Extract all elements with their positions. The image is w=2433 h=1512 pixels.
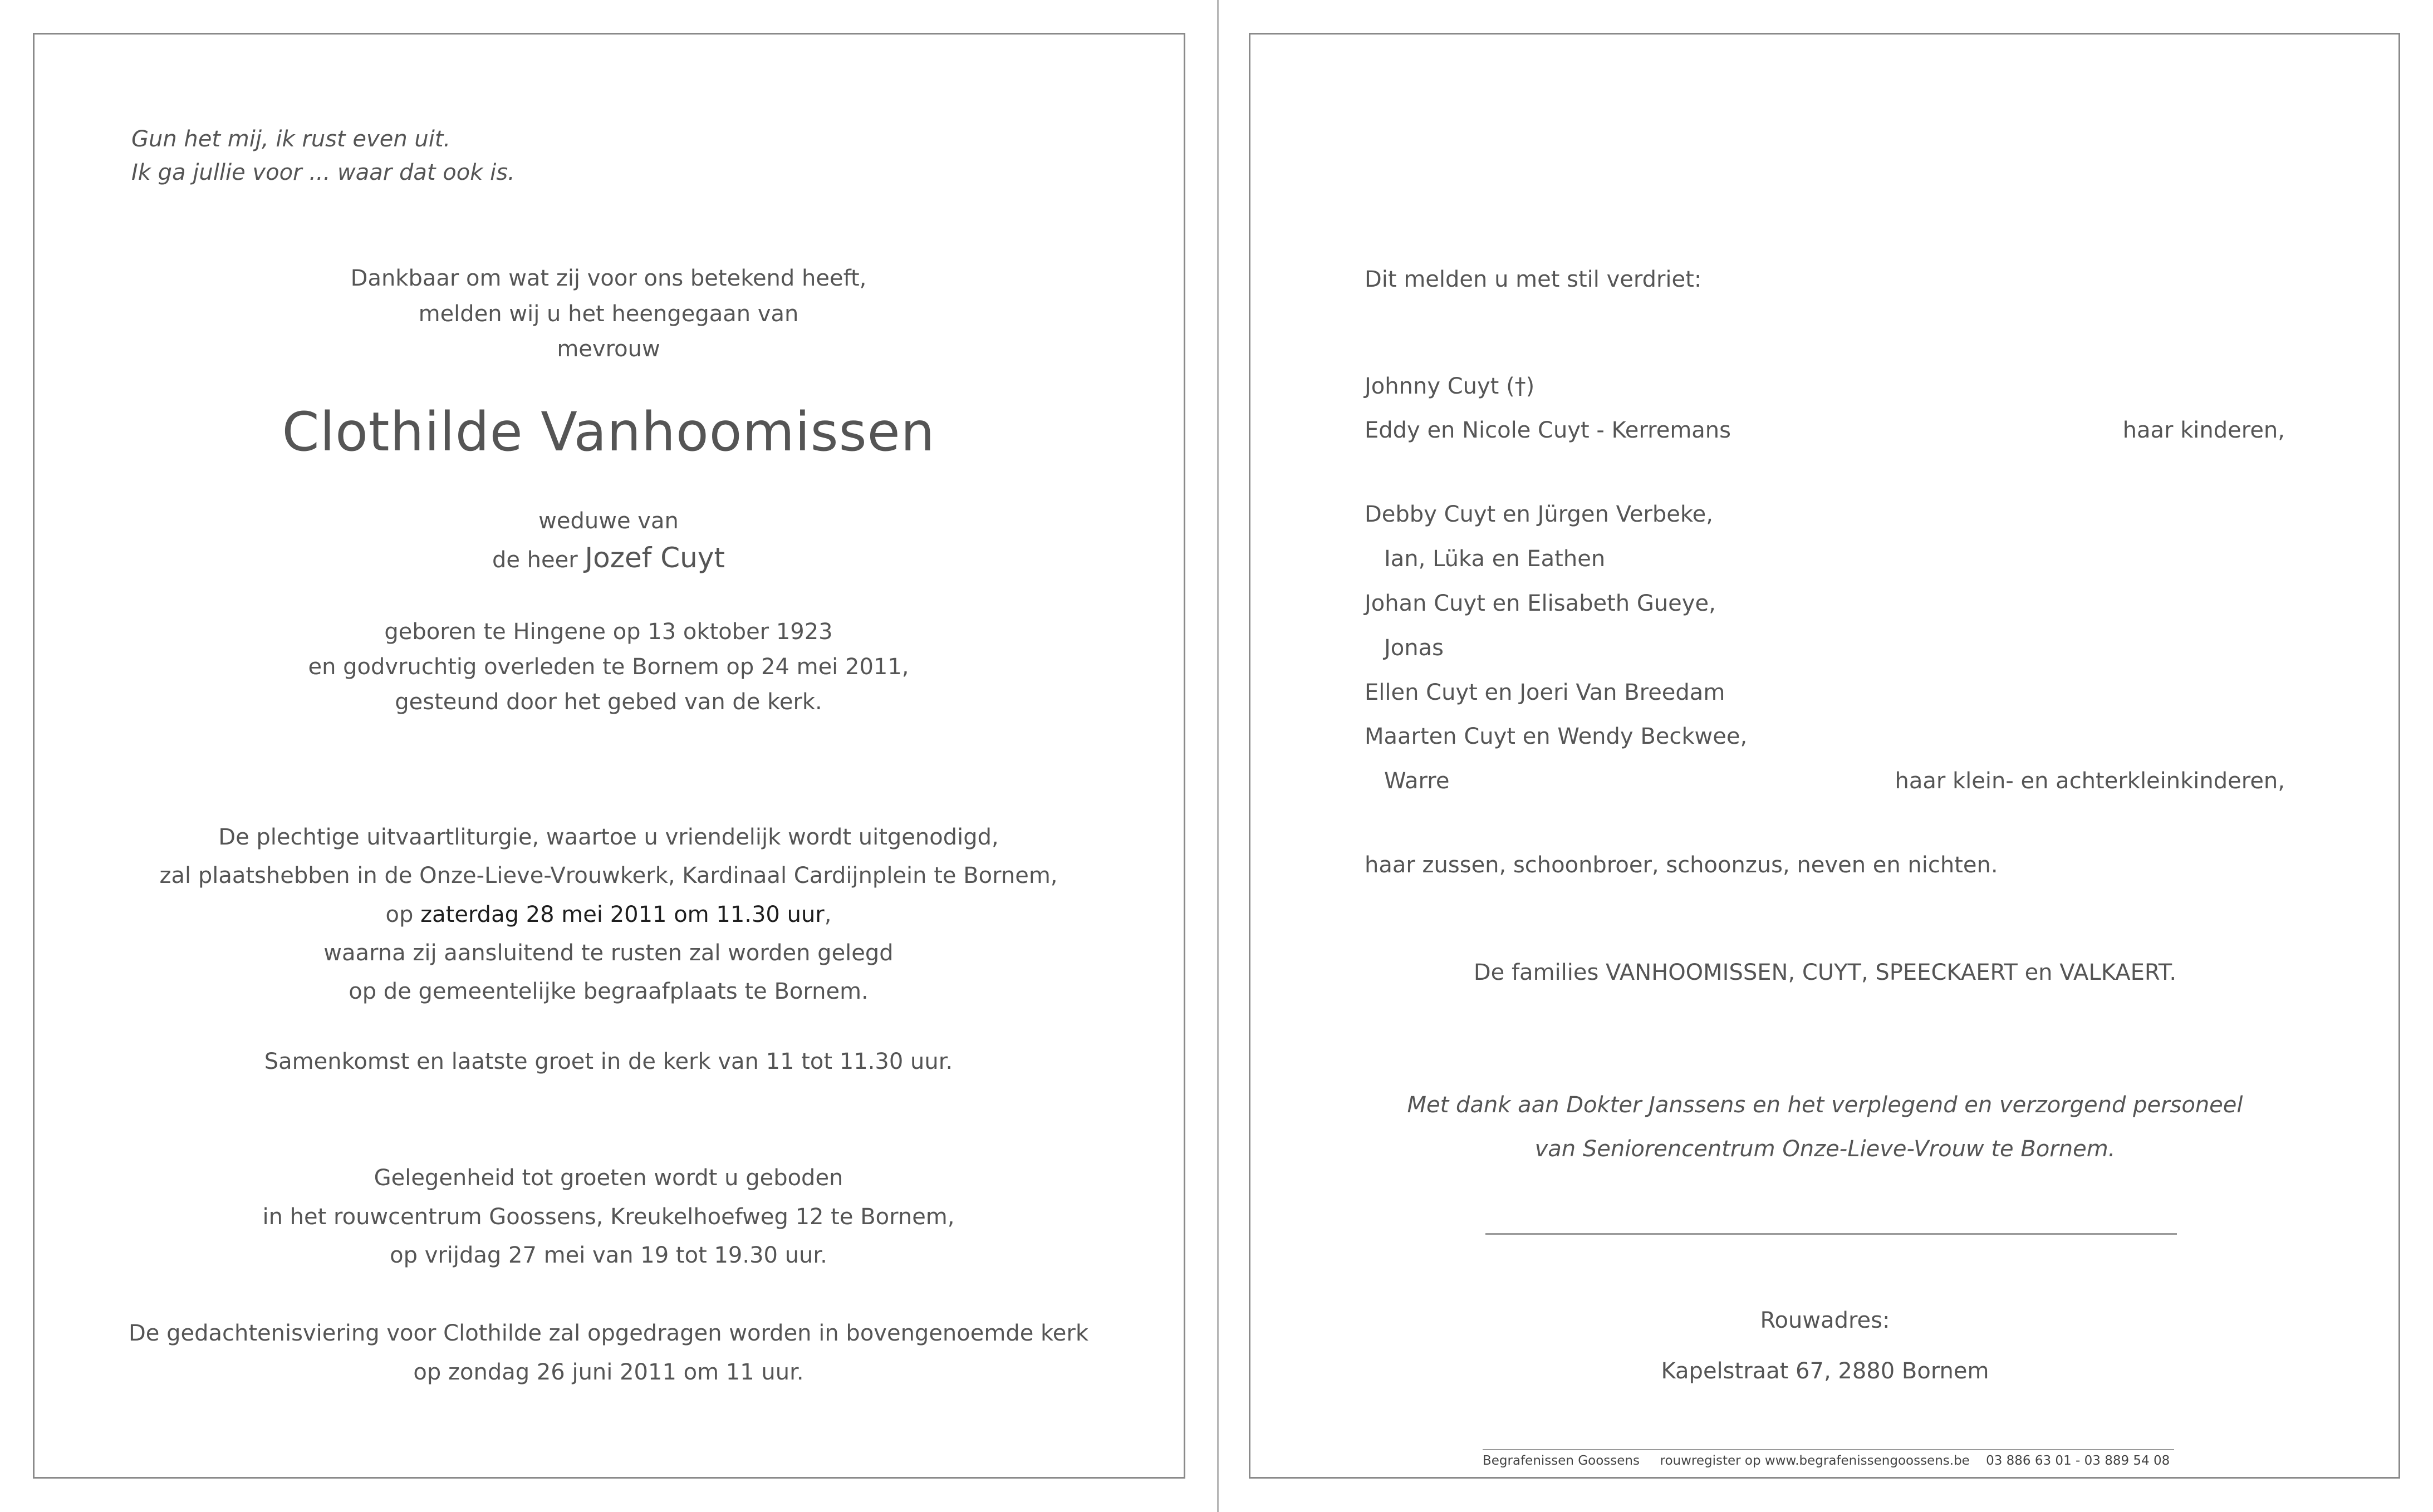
greeting-line-3: op vrijdag 27 mei van 19 tot 19.30 uur. [390, 1243, 827, 1268]
funeral-line-1: De plechtige uitvaartliturgie, waartoe u vriendelijk wordt uitgenodigd, [218, 824, 999, 850]
funeral-date-prefix: op [385, 902, 414, 927]
grandchild-name: Jonas [1384, 635, 1444, 661]
address-label: Rouwadres: [1760, 1308, 1890, 1333]
gathering-line: Samenkomst en laatste groet in de kerk van 11 tot 11.30 uur. [264, 1049, 953, 1074]
thanks-line-2: van Seniorencentrum Onze-Lieve-Vrouw te Bornem. [1534, 1136, 2116, 1162]
supported-line: gesteund door het gebed van de kerk. [395, 689, 822, 715]
footer-text: Begrafenissen Goossens rouwregister op www.begrafenissengoossens.be 03 886 63 01 - 03 889 54 08 [1483, 1454, 2170, 1468]
grandchild-name: Maarten Cuyt en Wendy Beckwee, [1365, 724, 1748, 749]
grandchild-name: Ian, Lüka en Eathen [1384, 546, 1606, 572]
relatives-line: haar zussen, schoonbroer, schoonzus, neven en nichten. [1365, 852, 1998, 878]
grandchild-name: Debby Cuyt en Jürgen Verbeke, [1365, 502, 1713, 527]
funeral-line-2: zal plaatshebben in de Onze-Lieve-Vrouwkerk, Kardinaal Cardijnplein te Bornem, [159, 863, 1058, 888]
intro-line-1: Dankbaar om wat zij voor ons betekend heeft, [350, 266, 867, 291]
funeral-line-5: op de gemeentelijke begraafplaats te Bornem. [349, 979, 869, 1004]
child-name: Johnny Cuyt (†) [1365, 374, 1535, 399]
right-page [1249, 33, 2400, 1479]
greeting-line-2: in het rouwcentrum Goossens, Kreukelhoefweg 12 te Bornem, [262, 1204, 955, 1230]
greeting-line-1: Gelegenheid tot groeten wordt u geboden [374, 1165, 843, 1191]
fold-line [1217, 0, 1219, 1512]
death-line: en godvruchtig overleden te Bornem op 24 mei 2011, [308, 654, 909, 680]
intro-line-3: mevrouw [557, 336, 660, 362]
divider-rule [1485, 1233, 2177, 1235]
widow-of: weduwe van [538, 508, 679, 534]
thanks-line-1: Met dank aan Dokter Janssens en het verplegend en verzorgend personeel [1407, 1092, 2243, 1118]
husband-name: Jozef Cuyt [585, 542, 725, 574]
announcement: Dit melden u met stil verdriet: [1365, 267, 1702, 292]
motto-line-1: Gun het mij, ik rust even uit. [131, 126, 451, 152]
husband-line [492, 544, 725, 572]
child-name: Eddy en Nicole Cuyt - Kerremans [1365, 418, 1731, 443]
memorial-line-1: De gedachtenisviering voor Clothilde zal opgedragen worden in bovengenoemde kerk [128, 1320, 1089, 1346]
birth-line: geboren te Hingene op 13 oktober 1923 [384, 619, 833, 645]
funeral-date: zaterdag 28 mei 2011 om 11.30 uur [420, 902, 825, 927]
grandchild-name: Warre [1384, 768, 1450, 794]
grandchild-name: Johan Cuyt en Elisabeth Gueye, [1365, 591, 1716, 616]
motto-line-2: Ik ga jullie voor ... waar dat ook is. [131, 160, 515, 185]
grandchild-name: Ellen Cuyt en Joeri Van Breedam [1365, 680, 1725, 705]
deceased-name: Clothilde Vanhoomissen [282, 401, 935, 463]
memorial-line-2: op zondag 26 juni 2011 om 11 uur. [413, 1359, 804, 1385]
grandchildren-label: haar klein- en achterkleinkinderen, [1895, 768, 2285, 794]
husband-prefix: de heer [492, 547, 578, 573]
funeral-date-line [386, 904, 832, 926]
address-line: Kapelstraat 67, 2880 Bornem [1661, 1358, 1989, 1384]
funeral-date-suffix: , [824, 902, 832, 927]
funeral-line-4: waarna zij aansluitend te rusten zal worden gelegd [323, 940, 894, 966]
intro-line-2: melden wij u het heengegaan van [418, 301, 799, 327]
children-label: haar kinderen, [2122, 418, 2285, 443]
footer-rule [1483, 1449, 2174, 1450]
families-line: De families VANHOOMISSEN, CUYT, SPEECKAERT en VALKAERT. [1473, 960, 2177, 985]
